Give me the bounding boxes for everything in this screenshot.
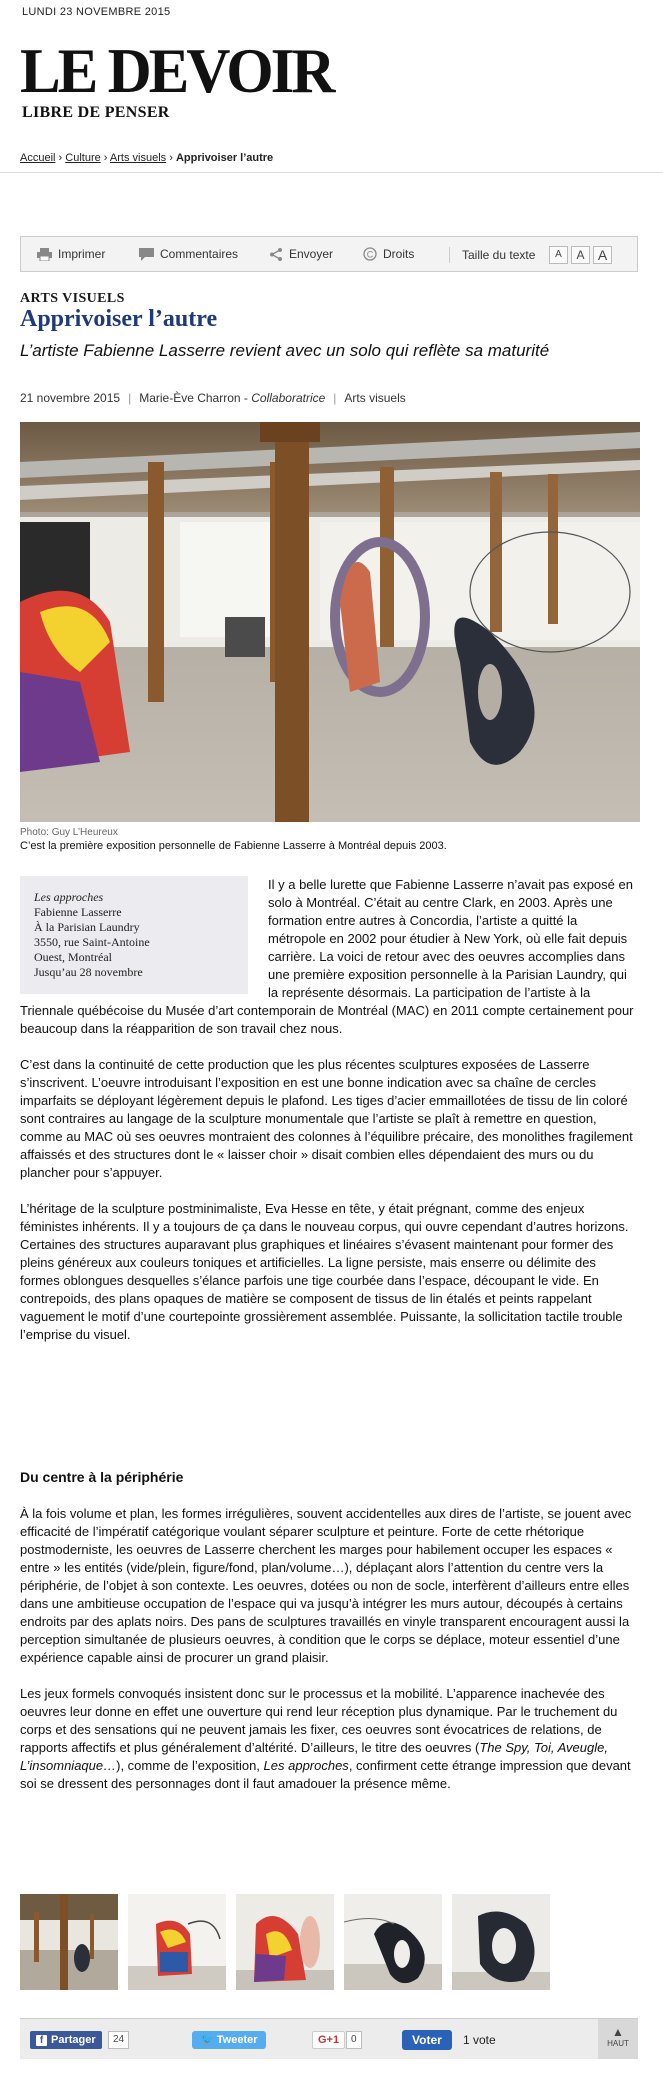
article-body-intro bbox=[20, 876, 638, 1344]
byline-category[interactable]: Arts visuels bbox=[344, 391, 406, 405]
gallery-thumbnail[interactable] bbox=[344, 1894, 442, 1990]
back-to-top-label: HAUT bbox=[607, 2039, 629, 2048]
paragraph-text: ), comme de l’exposition, bbox=[116, 1758, 264, 1773]
article-subtitle: L’artiste Fabienne Lasserre revient avec un solo qui reflète sa maturité bbox=[20, 341, 550, 360]
infobox-heading: Les approches bbox=[34, 890, 104, 904]
paragraph-text: Les jeux formels convoqués insistent donc sur le processus et la mobilité. L’apparence inachevée des oeuvres leur donne en effet une ouverture qui rend leur réception plus dynamique. Par le truchement du corps et des sensations qui ne peuvent jamais les fixer, ces oeuvres sont évocatrices de relations, de rapports affectifs et plus généralement d’altérité. D’ailleurs, le titre des oeuvres ( bbox=[20, 1686, 618, 1755]
publish-date: 21 novembre 2015 bbox=[20, 391, 121, 405]
facebook-share-label: Partager bbox=[51, 2034, 96, 2046]
breadcrumb-arts-link[interactable]: Arts visuels bbox=[109, 152, 167, 164]
gallery-thumbnail[interactable] bbox=[452, 1894, 550, 1990]
comment-icon bbox=[139, 248, 154, 261]
exhibition-title: Les approches bbox=[263, 1758, 349, 1773]
gallery-thumbnail[interactable] bbox=[128, 1894, 226, 1990]
author-name[interactable]: Marie-Ève Charron bbox=[139, 391, 241, 405]
breadcrumb-current: Apprivoiser l’autre bbox=[175, 152, 274, 164]
gallery-thumbnail[interactable] bbox=[236, 1894, 334, 1990]
author-separator: - bbox=[240, 391, 252, 405]
facebook-share-button[interactable] bbox=[30, 2031, 102, 2049]
photo-gallery bbox=[20, 1894, 550, 1990]
author-role: Collaboratrice bbox=[251, 391, 326, 405]
arrow-up-icon: ▲ bbox=[612, 2025, 624, 2039]
breadcrumb-separator: › bbox=[169, 152, 173, 164]
comments-label: Commentaires bbox=[160, 247, 239, 261]
gallery-thumbnail[interactable] bbox=[20, 1894, 118, 1990]
send-button[interactable] bbox=[269, 247, 333, 261]
photo-caption: C’est la première exposition personnelle de Fabienne Lasserre à Montréal depuis 2003. bbox=[20, 840, 447, 852]
article-photo[interactable] bbox=[20, 422, 640, 822]
vote-button[interactable]: Voter bbox=[402, 2030, 452, 2050]
google-plus-count: 0 bbox=[346, 2031, 362, 2049]
article-toolbar bbox=[20, 236, 638, 272]
infobox-line: Ouest, Montréal bbox=[34, 950, 112, 964]
breadcrumb-separator: › bbox=[58, 152, 63, 164]
article-body-continued bbox=[20, 1505, 638, 1793]
google-plus-button[interactable]: G+1 bbox=[312, 2031, 345, 2049]
photo-credit: Photo: Guy L’Heureux bbox=[20, 827, 118, 838]
twitter-icon: 🐦 bbox=[200, 2034, 214, 2046]
text-size-large-button[interactable]: A bbox=[593, 246, 612, 264]
breadcrumb bbox=[20, 152, 273, 164]
share-bar bbox=[20, 2018, 638, 2059]
infobox-line: 3550, rue Saint-Antoine bbox=[34, 935, 150, 949]
breadcrumb-separator: › bbox=[103, 152, 108, 164]
back-to-top-button[interactable] bbox=[598, 2019, 638, 2059]
share-icon bbox=[269, 248, 283, 261]
facebook-share-count: 24 bbox=[108, 2031, 129, 2049]
infobox-line: Jusqu’au 28 novembre bbox=[34, 965, 143, 979]
byline: 21 novembre 2015 | Marie-Ève Charron - Collaboratrice | Arts visuels bbox=[20, 391, 406, 405]
header-divider bbox=[0, 172, 663, 173]
text-size-small-button[interactable]: A bbox=[549, 246, 568, 264]
infobox-line: À la Parisian Laundry bbox=[34, 920, 140, 934]
svg-text:C: C bbox=[366, 249, 374, 260]
text-size-medium-button[interactable]: A bbox=[571, 246, 590, 264]
send-label: Envoyer bbox=[289, 247, 334, 261]
vote-count: 1 vote bbox=[463, 2033, 496, 2047]
print-label: Imprimer bbox=[58, 247, 106, 261]
rights-label: Droits bbox=[383, 247, 415, 261]
comments-button[interactable] bbox=[139, 247, 238, 261]
paragraph: À la fois volume et plan, les formes irrégulières, souvent accidentelles aux dires de l’artiste, se jouent avec efficacité de l’impératif catégorique voulant séparer sculpture et peinture. Forte de cette rhétorique postmoderniste, les oeuvres de Lasserre cherchent les marges pour habilement occuper les espaces « entre » les entités (vide/plein, figure/fond, plan/volume…), déplaçant alors l’attention du centre vers la périphérie, de l’objet à son contexte. Les oeuvres, dotées ou non de socle, interfèrent d’ailleurs entre elles dans une ambitieuse occupation de l’espace qui va jusqu’à intégrer les murs autour, découpés à certains endroits par des aplats noirs. Des pans de sculptures travaillés en vinyle transparent encouragent aussi la perception simultanée de plusieurs oeuvres, à condition que le corps se déplace, moteur essentiel d’une expérience capable ainsi de procurer un grand plaisir. bbox=[20, 1506, 632, 1665]
paragraph: C’est dans la continuité de cette production que les plus récentes sculptures exposées de Lasserre s’inscrivent. L’oeuvre introduisant l’exposition en est une bonne indication avec sa chaîne de cercles imparfaits se déployant légèrement depuis le plafond. Les tiges d’acier emmaillotées de tissu de lin coloré sont contraires au langage de la sculpture monumentale que l’artiste se plaît à remettre en question, comme au MAC où ses oeuvres montraient des colonnes à l’équilibre précaire, des monolithes fragilement affaissés et des structures dont le « laisser choir » disait combien elles dépendaient des murs ou du plancher pour s’appuyer. bbox=[20, 1057, 633, 1180]
copyright-icon bbox=[363, 247, 377, 261]
article-title: Apprivoiser l’autre bbox=[20, 306, 218, 332]
text-size-label: Taille du texte bbox=[449, 247, 535, 263]
twitter-share-button[interactable] bbox=[192, 2031, 266, 2049]
breadcrumb-culture-link[interactable]: Culture bbox=[65, 152, 101, 164]
rights-button[interactable] bbox=[363, 247, 414, 261]
paragraph-text: , confirment cette étrange impression que devant soi se dressent des personnages dont il faut amadouer la présence même. bbox=[20, 1758, 631, 1791]
infobox-line: Fabienne Lasserre bbox=[34, 905, 122, 919]
breadcrumb-home-link[interactable]: Accueil bbox=[20, 152, 56, 164]
paragraph: L’héritage de la sculpture postminimaliste, Eva Hesse en tête, y était prégnant, comme des enjeux féministes inhérents. Il y a toujours de ça dans le nouveau corpus, qui ouvre cependant d’autres horizons. Certaines des structures auparavant plus graphiques et linéaires s’évasent maintenant pour former des pleins généreux aux couleurs toniques et artificielles. La ligne persiste, mais enserre ou délimite des formes oblongues desquelles s’élance parfois une tige courbée dans l’espace, découpant le vide. En contrepoids, des plans opaques de matière se composent de tissus de lin étalés et peints rappelant vaguement le motif d’une courtepointe grossièrement assemblée. Puissante, la sollicitation tactile trouble l’emprise du visuel. bbox=[20, 1201, 629, 1342]
section-label: ARTS VISUELS bbox=[20, 291, 125, 306]
printer-icon bbox=[37, 248, 52, 261]
twitter-share-label: Tweeter bbox=[216, 2034, 258, 2046]
section-heading: Du centre à la périphérie bbox=[20, 1469, 184, 1485]
print-button[interactable] bbox=[37, 247, 105, 261]
work-titles: The Spy, Toi, Aveugle, L’insomniaque… bbox=[20, 1740, 608, 1773]
facebook-icon: f bbox=[36, 2035, 47, 2046]
site-tagline: LIBRE DE PENSER bbox=[22, 104, 170, 121]
paragraph bbox=[20, 1685, 638, 1793]
current-date: LUNDI 23 NOVEMBRE 2015 bbox=[22, 6, 171, 18]
paragraph: Il y a belle lurette que Fabienne Lasserre n’avait pas exposé en solo à Montréal. C’était au centre Clark, en 2003. Après une formation entre autres à Concordia, l’artiste a quitté la métropole en 2002 pour étudier à New York, où elle fait depuis carrière. La voici de retour avec des oeuvres accomplies dans une première exposition personnelle à la Parisian Laundry, qui la représente désormais. La participation de l’artiste à la Triennale québécoise du Musée d’art contemporain de Montréal (MAC) en 2011 compte certainement pour beaucoup dans la réapparition de son travail chez nous. bbox=[20, 877, 634, 1036]
site-logo[interactable]: LE DEVOIR bbox=[20, 36, 333, 107]
